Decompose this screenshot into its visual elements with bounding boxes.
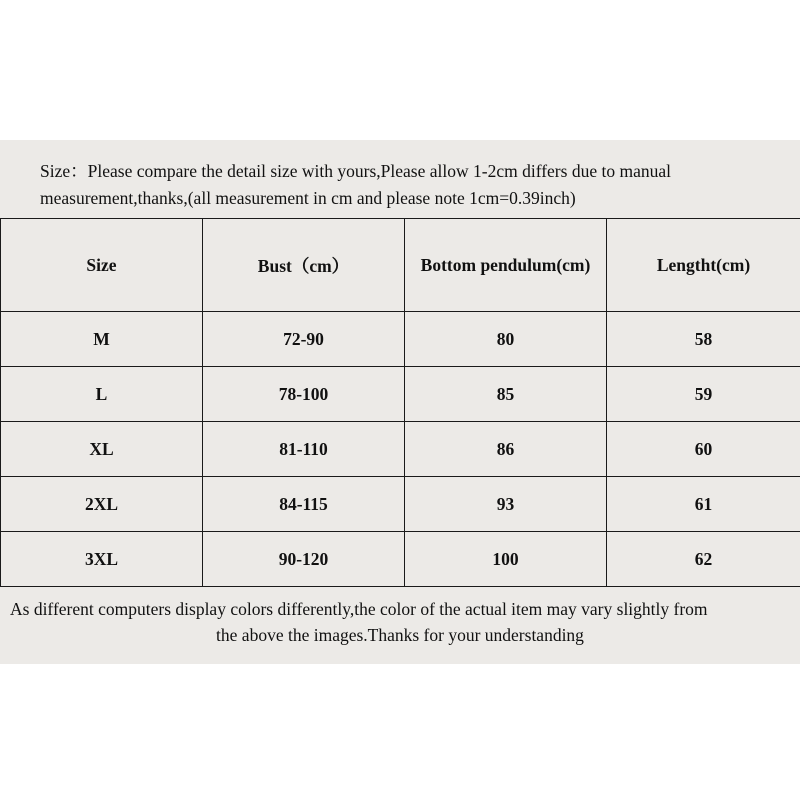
cell-length: 58: [607, 312, 800, 367]
cell-bust: 72-90: [203, 312, 405, 367]
intro-line-2: measurement,thanks,(all measurement in cm and please note 1cm=0.39inch): [40, 188, 576, 209]
cell-length: 61: [607, 477, 800, 532]
size-table-wrapper: [0, 218, 800, 587]
size-chart-sheet: [0, 140, 800, 664]
cell-length: 60: [607, 422, 800, 477]
footnote-line-1: As different computers display colors differently,the color of the actual item may vary slightly from: [10, 599, 708, 620]
cell-length: 62: [607, 532, 800, 587]
cell-bust: 84-115: [203, 477, 405, 532]
table-row: [1, 532, 800, 587]
cell-bust: 78-100: [203, 367, 405, 422]
cell-size: 3XL: [1, 532, 203, 587]
cell-bottom-pendulum: 86: [405, 422, 607, 477]
size-table: [0, 218, 800, 587]
footnote: [0, 587, 800, 664]
table-row: [1, 367, 800, 422]
cell-size: L: [1, 367, 203, 422]
cell-bottom-pendulum: 80: [405, 312, 607, 367]
intro-paragraph: [0, 140, 800, 218]
table-row: [1, 312, 800, 367]
cell-bust: 90-120: [203, 532, 405, 587]
cell-bust: 81-110: [203, 422, 405, 477]
size-label: Size：: [40, 161, 88, 181]
column-header-bust: Bust（cm）: [203, 219, 405, 312]
cell-bottom-pendulum: 93: [405, 477, 607, 532]
intro-line-1: Please compare the detail size with yours,Please allow 1-2cm differs due to manual: [87, 161, 671, 181]
cell-length: 59: [607, 367, 800, 422]
cell-bottom-pendulum: 85: [405, 367, 607, 422]
cell-bottom-pendulum: 100: [405, 532, 607, 587]
cell-size: M: [1, 312, 203, 367]
table-header-row: [1, 219, 800, 312]
column-header-size: Size: [1, 219, 203, 312]
cell-size: XL: [1, 422, 203, 477]
cell-size: 2XL: [1, 477, 203, 532]
footnote-line-2: the above the images.Thanks for your understanding: [216, 624, 584, 645]
column-header-bottom-pendulum: Bottom pendulum(cm): [405, 219, 607, 312]
table-row: [1, 477, 800, 532]
table-row: [1, 422, 800, 477]
column-header-length: Lengtht(cm): [607, 219, 800, 312]
